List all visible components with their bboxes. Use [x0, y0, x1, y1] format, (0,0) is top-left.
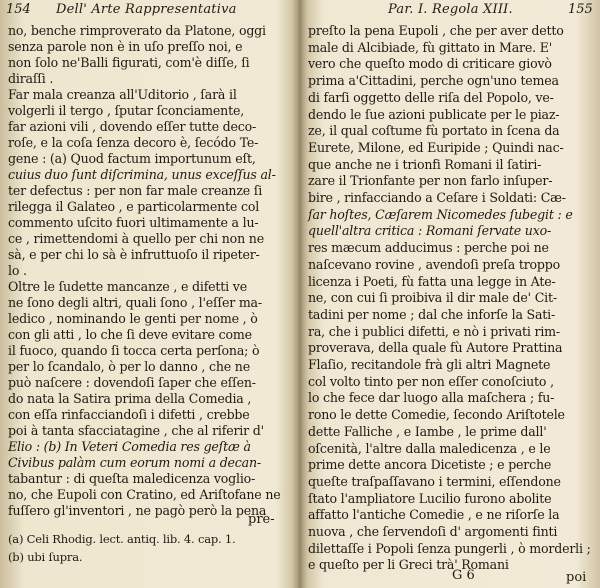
- text-line: roſe, e la coſa ſenza decoro è, ſecódo Te-: [8, 135, 259, 150]
- text-line: gene : (a) Quod factum importunum eſt,: [8, 151, 256, 166]
- text-line: commento uſcito fuori ultimamente a lu-: [8, 215, 259, 230]
- text-line: prima a'Cittadini, perche ogn'uno temea: [308, 73, 559, 89]
- text-line: dette Falliche , e Iambe , le prime dall': [308, 423, 547, 439]
- text-line: lo che fece dar luogo alla maſchera ; fu-: [308, 390, 555, 406]
- text-line: e queſto per li Greci trà' Romani: [308, 557, 509, 573]
- text-line: no, benche rimproverato da Platone, oggi: [8, 23, 266, 38]
- text-line: lo .: [8, 263, 27, 278]
- left-page-number: 154: [6, 2, 31, 17]
- text-line: ter defectus : per non far male creanze ſi: [8, 183, 263, 198]
- text-line: con eſſa rinfacciandoſi i difetti , crebbe: [8, 407, 250, 422]
- text-line: ra, che i publici difetti, e nò i privati rim-: [308, 323, 560, 339]
- text-line: nuova , che ſervendoſi d' argomenti finti: [308, 524, 558, 539]
- text-line: di farſi oggetto delle riſa del Popolo, ve-: [308, 89, 554, 105]
- text-line: Elio : (b) In Veteri Comedia res geſtæ à: [8, 439, 251, 454]
- footnote: (a) Celi Rhodig. lect. antiq. lib. 4. cap. 1.: [8, 532, 236, 546]
- left-catchword: pre-: [248, 512, 275, 527]
- text-line: affatto l'antiche Comedie , e ne riſorſe la: [308, 507, 560, 523]
- text-line: il fuoco, quando ſi tocca certa perſona; ò: [8, 343, 260, 358]
- text-line: ledico , nominando le genti per nome , ò: [8, 311, 258, 326]
- text-line: tadini per nome ; dal che inforſe la Sati-: [308, 306, 556, 322]
- text-line: Far mala creanza all'Uditorio , ſarà il: [8, 87, 237, 102]
- text-line: per lo ſcandalo, ò per lo danno , che ne: [8, 359, 250, 374]
- text-line: senza parole non è in uſo preſſo noi, e: [8, 39, 243, 54]
- text-line: con gli atti , lo che ſi deve evitare come: [8, 327, 252, 342]
- text-line: fuſſero gl'inventori , ne pagò però la pena: [8, 503, 267, 518]
- text-line: ce , rimettendomi à quello per chi non ne: [8, 231, 264, 246]
- text-line: sà, e per chi lo sà è infruttuoſo il ripeter-: [8, 247, 260, 262]
- text-line: rono le dette Comedie, ſecondo Ariſtotele: [308, 407, 565, 423]
- text-line: licenza i Poeti, fù fatta una legge in Ate-: [308, 273, 556, 289]
- signature-mark: G 6: [452, 568, 475, 583]
- text-line: proverava, della quale fù Autore Prattina: [308, 340, 563, 356]
- text-line: male di Alcibiade, fù gittato in Mare. E': [308, 39, 552, 55]
- left-page-header: [0, 2, 296, 22]
- text-line: bire , rinfacciando a Ceſare i Soldati: Cæ-: [308, 190, 566, 205]
- footnote: (b) ubi ſupra.: [8, 550, 83, 564]
- right-page-number: 155: [568, 2, 593, 17]
- text-line: vero che queſto modo di criticare giovò: [308, 56, 552, 72]
- text-line: cuius duo ſunt diſcrimina, unus exceſſus al-: [8, 167, 276, 182]
- text-line: preſto la pena Eupoli , che per aver detto: [308, 23, 564, 38]
- text-line: col volto tinto per non eſſer conoſciuto ,: [308, 373, 554, 389]
- text-line: quell'altra critica : Romani ſervate uxo-: [308, 223, 552, 239]
- text-line: prime dette ancora Dicetiste ; e perche: [308, 457, 552, 473]
- text-line: diraſſi .: [8, 71, 54, 86]
- right-running-head: Par. I. Regola XIII.: [388, 2, 513, 17]
- text-line: Flaſio, recitandole frà gli altri Magnete: [308, 357, 551, 372]
- text-line: Civibus palàm cum eorum nomi a decan-: [8, 455, 261, 470]
- right-page: [304, 0, 600, 588]
- right-page-header: [304, 2, 600, 22]
- text-line: ne, con cui ſi proibiva il dir male de' Cit-: [308, 290, 557, 306]
- text-line: non ſolo ne'Balli figurati, com'è diſſe, ſi: [8, 55, 250, 70]
- text-line: può naſcere : dovendoſi ſaper che eſſen-: [8, 375, 256, 390]
- text-line: ſar hoſtes, Cæſarem Nicomedes ſubegit : e: [308, 206, 573, 222]
- text-line: ſtato l'ampliatore Lucilio furono abolite: [308, 490, 552, 506]
- text-line: que anche ne i trionfi Romani il ſatiri-: [308, 156, 542, 172]
- right-catchword: poi: [566, 570, 587, 585]
- text-line: res mæcum adducimus : perche poi ne: [308, 240, 549, 256]
- text-line: ne ſono degli altri, quali ſono , l'eſſer ma-: [8, 295, 262, 310]
- text-line: rilegga il Galateo , e particolarmente col: [8, 199, 260, 214]
- text-line: dilettaſſe i Popoli ſenza pungerli , ò morderli ;: [308, 540, 591, 556]
- text-line: poi à tanta sfacciatagine , che al riferir d': [8, 423, 264, 438]
- left-running-head: Dell' Arte Rappresentativa: [56, 2, 237, 17]
- text-line: Oltre le ſudette mancanze , e difetti ve: [8, 279, 247, 294]
- text-line: tabantur : di queſta maledicenza voglio-: [8, 471, 256, 486]
- text-line: far azioni vili , dovendo eſſer tutte deco-: [8, 119, 257, 134]
- text-line: volgerli il tergo , ſputar ſconciamente,: [8, 103, 245, 118]
- text-line: dendo le ſue azioni publicate per le piaz-: [308, 106, 560, 122]
- text-line: zare il Trionfante per non farlo inſuper-: [308, 173, 553, 189]
- left-page: [0, 0, 296, 588]
- text-line: naſcevano rovine , avendoſi preſa troppo: [308, 256, 561, 272]
- text-line: do nata la Satira prima della Comedia ,: [8, 391, 252, 406]
- text-line: no, che Eupoli con Cratino, ed Ariſtofane ne: [8, 487, 281, 502]
- text-line: Eurete, Milone, ed Euripide ; Quindi nac-: [308, 139, 564, 155]
- text-line: oſcenità, l'altre dalla maledicenza , e le: [308, 440, 551, 456]
- text-line: ze, il qual coſtume fù portato in ſcena da: [308, 123, 560, 139]
- text-line: queſte traſpaſſavano i termini, eſſendone: [308, 473, 561, 489]
